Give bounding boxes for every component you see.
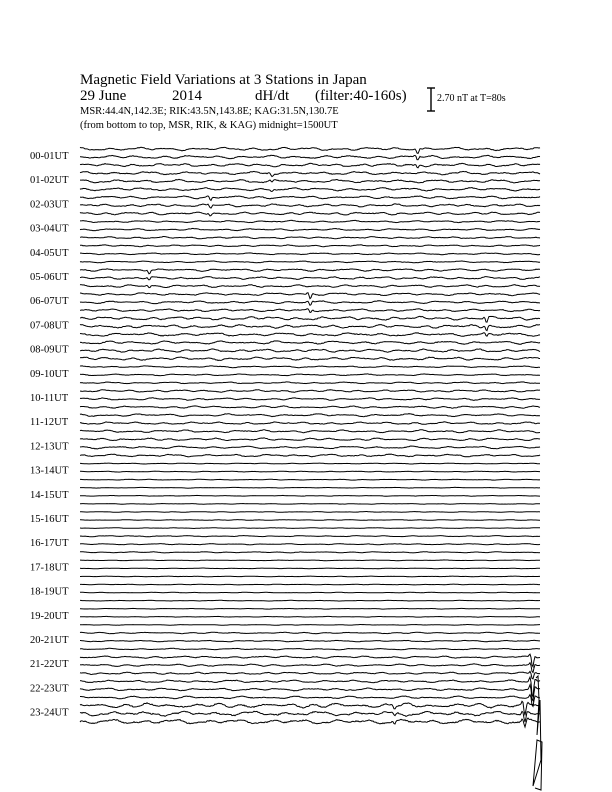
trace-line-rik bbox=[80, 374, 540, 376]
trace-line-msr bbox=[80, 552, 540, 553]
scale-label: 2.70 nT at T=80s bbox=[437, 93, 506, 104]
trace-line-rik bbox=[80, 663, 540, 673]
trace-line-msr bbox=[80, 454, 540, 457]
trace-line-rik bbox=[80, 324, 540, 330]
trace-line-kag bbox=[80, 245, 540, 247]
hour-label: 22-23UT bbox=[30, 683, 69, 695]
trace-line-msr bbox=[80, 648, 540, 650]
trace-line-rik bbox=[80, 349, 540, 352]
hour-label: 11-12UT bbox=[30, 417, 69, 429]
hour-label: 14-15UT bbox=[30, 489, 69, 501]
hour-label: 17-18UT bbox=[30, 562, 69, 574]
trace-line-rik bbox=[80, 398, 540, 401]
trace-line-rik bbox=[80, 155, 540, 160]
trace-line-msr bbox=[80, 382, 540, 384]
trace-line-kag bbox=[80, 584, 540, 585]
station-order-note: (from bottom to top, MSR, RIK, & KAG) midnight=1500UT bbox=[80, 120, 338, 131]
trace-line-rik bbox=[80, 471, 540, 472]
trace-line-kag bbox=[80, 316, 540, 322]
hour-label: 23-24UT bbox=[30, 707, 69, 719]
trace-line-msr bbox=[80, 576, 540, 577]
trace-line-rik bbox=[80, 495, 540, 496]
hour-label: 16-17UT bbox=[30, 538, 69, 550]
trace-line-kag bbox=[80, 341, 540, 344]
hour-label: 01-02UT bbox=[30, 175, 69, 187]
filter-label: (filter:40-160s) bbox=[315, 88, 407, 104]
trace-line-kag bbox=[80, 293, 540, 299]
trace-line-msr bbox=[80, 406, 540, 408]
trace-line-rik bbox=[80, 520, 540, 521]
trace-line-msr bbox=[80, 357, 540, 361]
scale-bar bbox=[427, 88, 435, 111]
hour-label: 04-05UT bbox=[30, 247, 69, 259]
trace-line-rik bbox=[80, 277, 540, 280]
trace-line-kag bbox=[80, 196, 540, 201]
hour-label: 21-22UT bbox=[30, 659, 69, 671]
quantity-label: dH/dt bbox=[255, 88, 290, 104]
trace-line-kag bbox=[80, 536, 540, 537]
trace-line-msr bbox=[80, 600, 540, 601]
trace-line-kag bbox=[80, 269, 540, 274]
trace-line-msr bbox=[80, 212, 540, 216]
trace-line-msr bbox=[80, 333, 540, 337]
hour-label: 10-11UT bbox=[30, 393, 69, 404]
trace-line-rik bbox=[80, 544, 540, 545]
trace-line-rik bbox=[80, 253, 540, 255]
trace-line-msr bbox=[80, 528, 540, 529]
hour-label: 15-16UT bbox=[30, 514, 69, 525]
year-label: 2014 bbox=[172, 88, 202, 104]
hour-label: 12-13UT bbox=[30, 441, 69, 453]
trace-line-msr bbox=[80, 261, 540, 263]
trace-line-kag bbox=[80, 390, 540, 393]
trace-line-rik bbox=[80, 301, 540, 306]
trace-line-rik bbox=[80, 592, 540, 593]
trace-line-kag bbox=[80, 147, 540, 153]
trace-line-msr bbox=[80, 285, 540, 288]
trace-line-kag bbox=[80, 366, 540, 368]
trace-line-msr bbox=[80, 237, 540, 239]
trace-line-rik bbox=[80, 446, 540, 449]
hour-label: 18-19UT bbox=[30, 586, 69, 598]
trace-line-rik bbox=[80, 616, 540, 617]
trace-line-kag bbox=[80, 487, 540, 488]
trace-line-msr bbox=[80, 309, 540, 313]
trace-line-kag bbox=[80, 220, 540, 222]
hour-label: 06-07UT bbox=[30, 296, 69, 308]
trace-line-msr bbox=[80, 163, 540, 168]
trace-line-rik bbox=[80, 228, 540, 230]
trace-line-rik bbox=[80, 568, 540, 569]
trace-line-msr bbox=[80, 430, 540, 433]
date-label: 29 June bbox=[80, 88, 127, 104]
hour-label: 03-04UT bbox=[30, 223, 69, 235]
trace-line-rik bbox=[80, 204, 540, 208]
chart-title: Magnetic Field Variations at 3 Stations in Japan bbox=[80, 72, 367, 88]
hour-label: 02-03UT bbox=[30, 199, 69, 211]
trace-line-kag bbox=[80, 608, 540, 609]
trace-line-kag bbox=[80, 512, 540, 513]
hour-label: 19-20UT bbox=[30, 610, 69, 622]
hour-label: 07-08UT bbox=[30, 320, 69, 332]
trace-line-msr bbox=[80, 188, 540, 192]
hour-label: 00-01UT bbox=[30, 151, 69, 162]
trace-line-msr bbox=[80, 718, 540, 727]
hour-label: 20-21UT bbox=[30, 635, 69, 646]
trace-line-msr bbox=[80, 671, 540, 679]
trace-line-rik bbox=[80, 422, 540, 425]
trace-line-kag bbox=[80, 632, 540, 634]
trace-line-rik bbox=[80, 640, 540, 642]
trace-line-kag bbox=[80, 560, 540, 561]
trace-line-msr bbox=[80, 504, 540, 505]
trace-line-kag bbox=[80, 171, 540, 176]
hour-label: 13-14UT bbox=[30, 465, 69, 477]
hour-label: 05-06UT bbox=[30, 272, 69, 283]
trace-line-kag bbox=[80, 677, 540, 696]
trace-line-kag bbox=[80, 438, 540, 441]
trace-line-rik bbox=[80, 179, 540, 183]
trace-line-msr bbox=[80, 625, 540, 626]
hour-label: 08-09UT bbox=[30, 344, 69, 356]
hour-label: 09-10UT bbox=[30, 368, 69, 380]
trace-line-msr bbox=[80, 479, 540, 480]
station-coordinates: MSR:44.4N,142.3E; RIK:43.5N,143.8E; KAG:31.5N,130.7E bbox=[80, 106, 339, 117]
trace-line-kag bbox=[80, 414, 540, 417]
trace-line-kag bbox=[80, 463, 540, 464]
